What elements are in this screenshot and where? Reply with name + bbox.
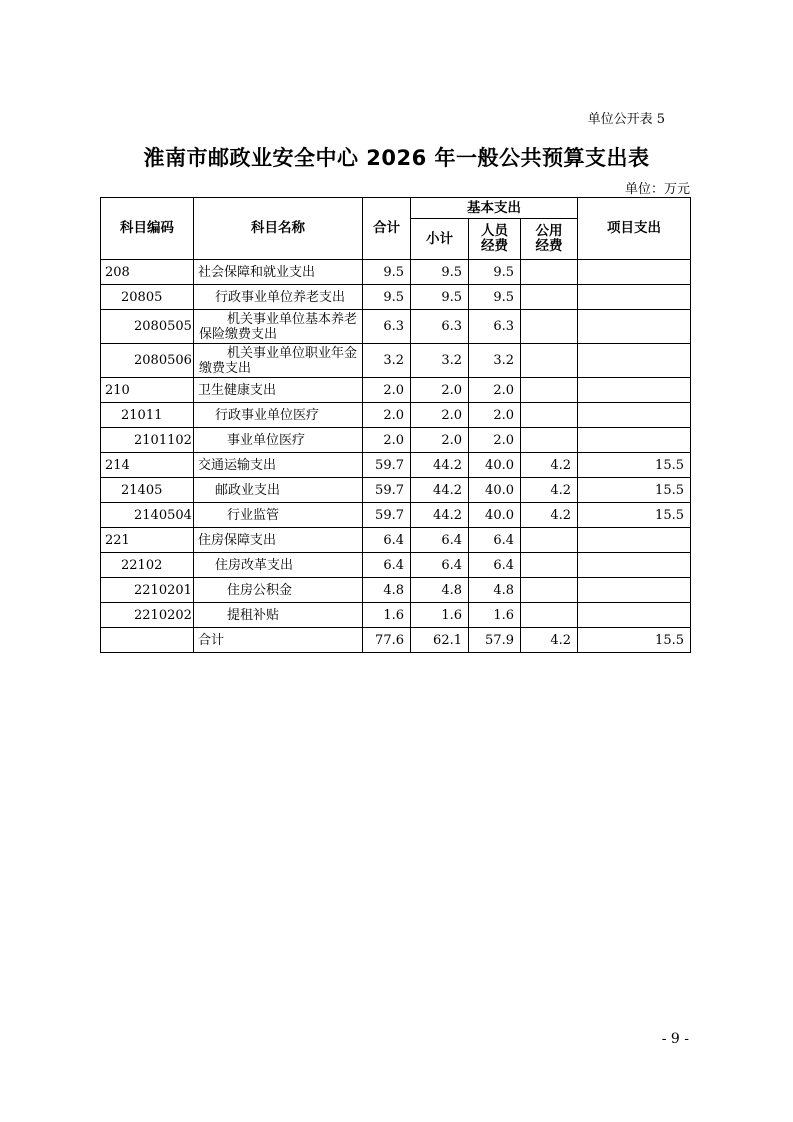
cell-code: 2210201 [101,578,194,603]
cell-code: 221 [101,528,194,553]
cell-subtotal: 2.0 [411,428,469,453]
cell-project [578,378,691,403]
cell-name: 机关事业单位职业年金缴费支出 [194,344,363,378]
cell-subtotal: 44.2 [411,503,469,528]
page-number: - 9 - [661,1031,689,1047]
cell-code: 22102 [101,553,194,578]
cell-personnel: 2.0 [469,378,521,403]
cell-subtotal: 6.3 [411,310,469,344]
cell-total: 6.4 [363,528,411,553]
header-public: 公用 经费 [521,219,578,260]
cell-total: 77.6 [363,628,411,653]
cell-name: 住房公积金 [194,578,363,603]
table-row [101,578,691,603]
cell-name: 事业单位医疗 [194,428,363,453]
cell-subtotal: 1.6 [411,603,469,628]
cell-public: 4.2 [521,503,578,528]
cell-personnel: 6.3 [469,310,521,344]
cell-project: 15.5 [578,453,691,478]
cell-project [578,310,691,344]
cell-personnel: 9.5 [469,260,521,285]
cell-personnel: 2.0 [469,428,521,453]
cell-personnel: 3.2 [469,344,521,378]
cell-personnel: 4.8 [469,578,521,603]
cell-public [521,260,578,285]
cell-name: 提租补贴 [194,603,363,628]
cell-subtotal: 44.2 [411,478,469,503]
cell-name: 邮政业支出 [194,478,363,503]
cell-project: 15.5 [578,628,691,653]
cell-code: 2080506 [101,344,194,378]
cell-public [521,310,578,344]
cell-code: 214 [101,453,194,478]
cell-name: 行政事业单位养老支出 [194,285,363,310]
cell-subtotal: 44.2 [411,453,469,478]
cell-code: 2080505 [101,310,194,344]
cell-code: 208 [101,260,194,285]
cell-personnel: 40.0 [469,453,521,478]
cell-public [521,603,578,628]
page-title: 淮南市邮政业安全中心 2026 年一般公共预算支出表 [143,146,650,170]
cell-total: 1.6 [363,603,411,628]
table-row [101,285,691,310]
table-row [101,344,691,378]
header-basic-expenditure: 基本支出 [411,198,578,219]
cell-total: 6.4 [363,553,411,578]
cell-total: 2.0 [363,403,411,428]
cell-name: 机关事业单位基本养老保险缴费支出 [194,310,363,344]
cell-total: 4.8 [363,578,411,603]
cell-public: 4.2 [521,628,578,653]
cell-total: 6.3 [363,310,411,344]
cell-name: 合计 [194,628,363,653]
cell-code: 21405 [101,478,194,503]
cell-public [521,553,578,578]
cell-public: 4.2 [521,453,578,478]
table-row [101,378,691,403]
cell-subtotal: 6.4 [411,528,469,553]
cell-total: 59.7 [363,503,411,528]
table-row [101,553,691,578]
cell-project [578,553,691,578]
header-total: 合计 [363,198,411,260]
cell-subtotal: 2.0 [411,403,469,428]
cell-code: 2210202 [101,603,194,628]
cell-total: 9.5 [363,285,411,310]
cell-name: 卫生健康支出 [194,378,363,403]
cell-public [521,344,578,378]
cell-code [101,628,194,653]
cell-personnel: 9.5 [469,285,521,310]
header-subtotal: 小计 [411,219,469,260]
cell-subtotal: 62.1 [411,628,469,653]
cell-public [521,403,578,428]
cell-code: 2101102 [101,428,194,453]
cell-project [578,603,691,628]
cell-project [578,428,691,453]
cell-personnel: 2.0 [469,403,521,428]
table-row [101,310,691,344]
cell-project [578,344,691,378]
cell-name: 住房保障支出 [194,528,363,553]
cell-subtotal: 6.4 [411,553,469,578]
cell-project: 15.5 [578,503,691,528]
header-project-expenditure: 项目支出 [578,198,691,260]
table-row [101,453,691,478]
cell-public [521,285,578,310]
cell-personnel: 57.9 [469,628,521,653]
table-row [101,428,691,453]
cell-project [578,260,691,285]
cell-public: 4.2 [521,478,578,503]
cell-project [578,578,691,603]
table-row [101,478,691,503]
cell-project: 15.5 [578,478,691,503]
cell-total: 2.0 [363,378,411,403]
cell-public [521,528,578,553]
cell-project [578,285,691,310]
cell-public [521,428,578,453]
table-row [101,503,691,528]
cell-project [578,403,691,428]
header-code: 科目编码 [101,198,194,260]
table-row [101,403,691,428]
cell-code: 21011 [101,403,194,428]
table-row [101,528,691,553]
cell-personnel: 6.4 [469,553,521,578]
unit-label: 单位：万元 [624,182,690,197]
cell-name: 住房改革支出 [194,553,363,578]
cell-subtotal: 3.2 [411,344,469,378]
cell-public [521,378,578,403]
cell-personnel: 1.6 [469,603,521,628]
cell-total: 2.0 [363,428,411,453]
table-row [101,260,691,285]
budget-table [100,197,691,653]
cell-personnel: 40.0 [469,503,521,528]
cell-code: 2140504 [101,503,194,528]
cell-total: 59.7 [363,453,411,478]
table-body [101,260,691,653]
header-name: 科目名称 [194,198,363,260]
cell-total: 3.2 [363,344,411,378]
cell-total: 59.7 [363,478,411,503]
cell-public [521,578,578,603]
cell-subtotal: 2.0 [411,378,469,403]
total-row [101,628,691,653]
cell-personnel: 40.0 [469,478,521,503]
cell-personnel: 6.4 [469,528,521,553]
cell-subtotal: 9.5 [411,260,469,285]
document-id-label: 单位公开表 5 [587,112,665,127]
header-personnel: 人员 经费 [469,219,521,260]
cell-project [578,528,691,553]
cell-subtotal: 4.8 [411,578,469,603]
cell-name: 社会保障和就业支出 [194,260,363,285]
cell-code: 20805 [101,285,194,310]
cell-subtotal: 9.5 [411,285,469,310]
cell-name: 行业监管 [194,503,363,528]
cell-name: 行政事业单位医疗 [194,403,363,428]
cell-code: 210 [101,378,194,403]
cell-name: 交通运输支出 [194,453,363,478]
cell-total: 9.5 [363,260,411,285]
table-row [101,603,691,628]
